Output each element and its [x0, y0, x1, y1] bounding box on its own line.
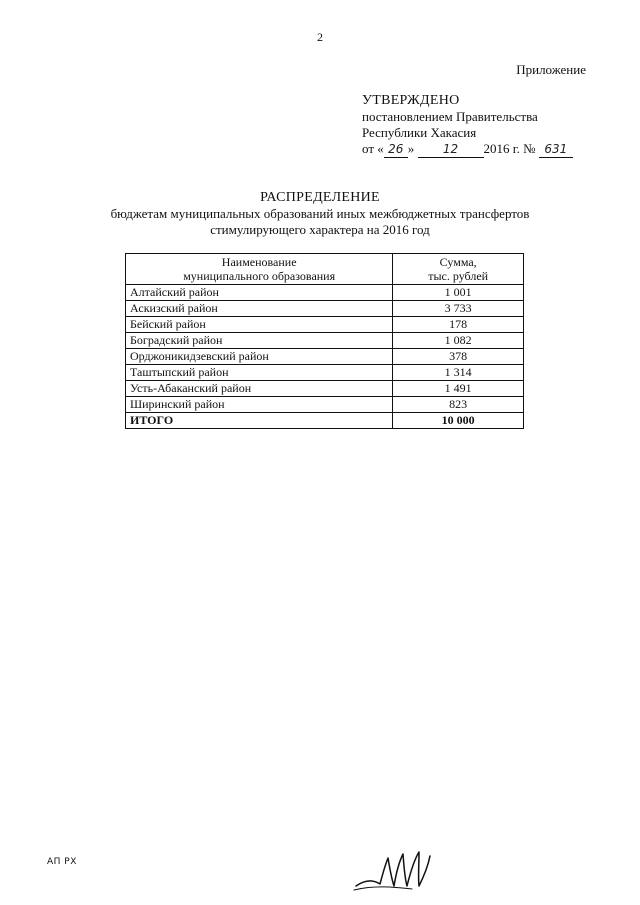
table-row [126, 381, 524, 397]
row-amount: 1 314 [393, 365, 524, 381]
row-amount: 1 001 [393, 285, 524, 301]
signature-drawing [352, 846, 436, 894]
table-row [126, 285, 524, 301]
title-heading: РАСПРЕДЕЛЕНИЕ [260, 190, 380, 205]
table-row [126, 365, 524, 381]
header-municipality-line-2: муниципального образования [183, 269, 336, 283]
approval-block [362, 93, 573, 158]
table-header-row [126, 254, 524, 285]
title-line-1: бюджетам муниципальных образований иных межбюджетных трансфертов [110, 206, 530, 221]
table-row [126, 349, 524, 365]
header-municipality-line-1: Наименование [221, 255, 297, 269]
approved-heading: УТВЕРЖДЕНО [362, 93, 460, 108]
handwritten-month: 12 [418, 141, 484, 158]
table-row [126, 301, 524, 317]
row-name: Бейский район [126, 317, 393, 333]
row-name: Алтайский район [126, 285, 393, 301]
header-amount [393, 254, 524, 285]
appendix-label: Приложение [516, 62, 586, 77]
title-line-2: стимулирующего характера на 2016 год [210, 222, 430, 237]
date-mid: » [407, 141, 415, 156]
table-row [126, 333, 524, 349]
header-amount-line-2: тыс. рублей [428, 269, 489, 283]
document-title [0, 190, 640, 238]
page-number: 2 [317, 30, 323, 44]
row-amount: 823 [393, 397, 524, 413]
row-name: Ширинский район [126, 397, 393, 413]
row-name: Усть-Абаканский район [126, 381, 393, 397]
row-amount: 1 082 [393, 333, 524, 349]
total-amount: 10 000 [393, 413, 524, 429]
row-amount: 178 [393, 317, 524, 333]
table-row [126, 397, 524, 413]
row-amount: 378 [393, 349, 524, 365]
table-row [126, 317, 524, 333]
header-municipality [126, 254, 393, 285]
table-total-row [126, 413, 524, 429]
row-amount: 3 733 [393, 301, 524, 317]
row-name: Таштыпский район [126, 365, 393, 381]
footer-mark: АП РХ [47, 857, 77, 867]
signature-mark [352, 846, 436, 899]
row-amount: 1 491 [393, 381, 524, 397]
approval-line-decree: постановлением Правительства [362, 109, 538, 124]
handwritten-day: 26 [384, 141, 408, 158]
row-name: Аскизский район [126, 301, 393, 317]
approval-line-republic: Республики Хакасия [362, 125, 477, 140]
date-prefix: от « [362, 141, 384, 156]
row-name: Орджоникидзевский район [126, 349, 393, 365]
distribution-table [125, 253, 524, 429]
handwritten-doc-number: 631 [539, 141, 573, 158]
total-label: ИТОГО [126, 413, 393, 429]
approval-date-line [362, 141, 573, 158]
header-amount-line-1: Сумма, [439, 255, 477, 269]
row-name: Боградский район [126, 333, 393, 349]
date-year: 2016 г. № [483, 141, 536, 156]
